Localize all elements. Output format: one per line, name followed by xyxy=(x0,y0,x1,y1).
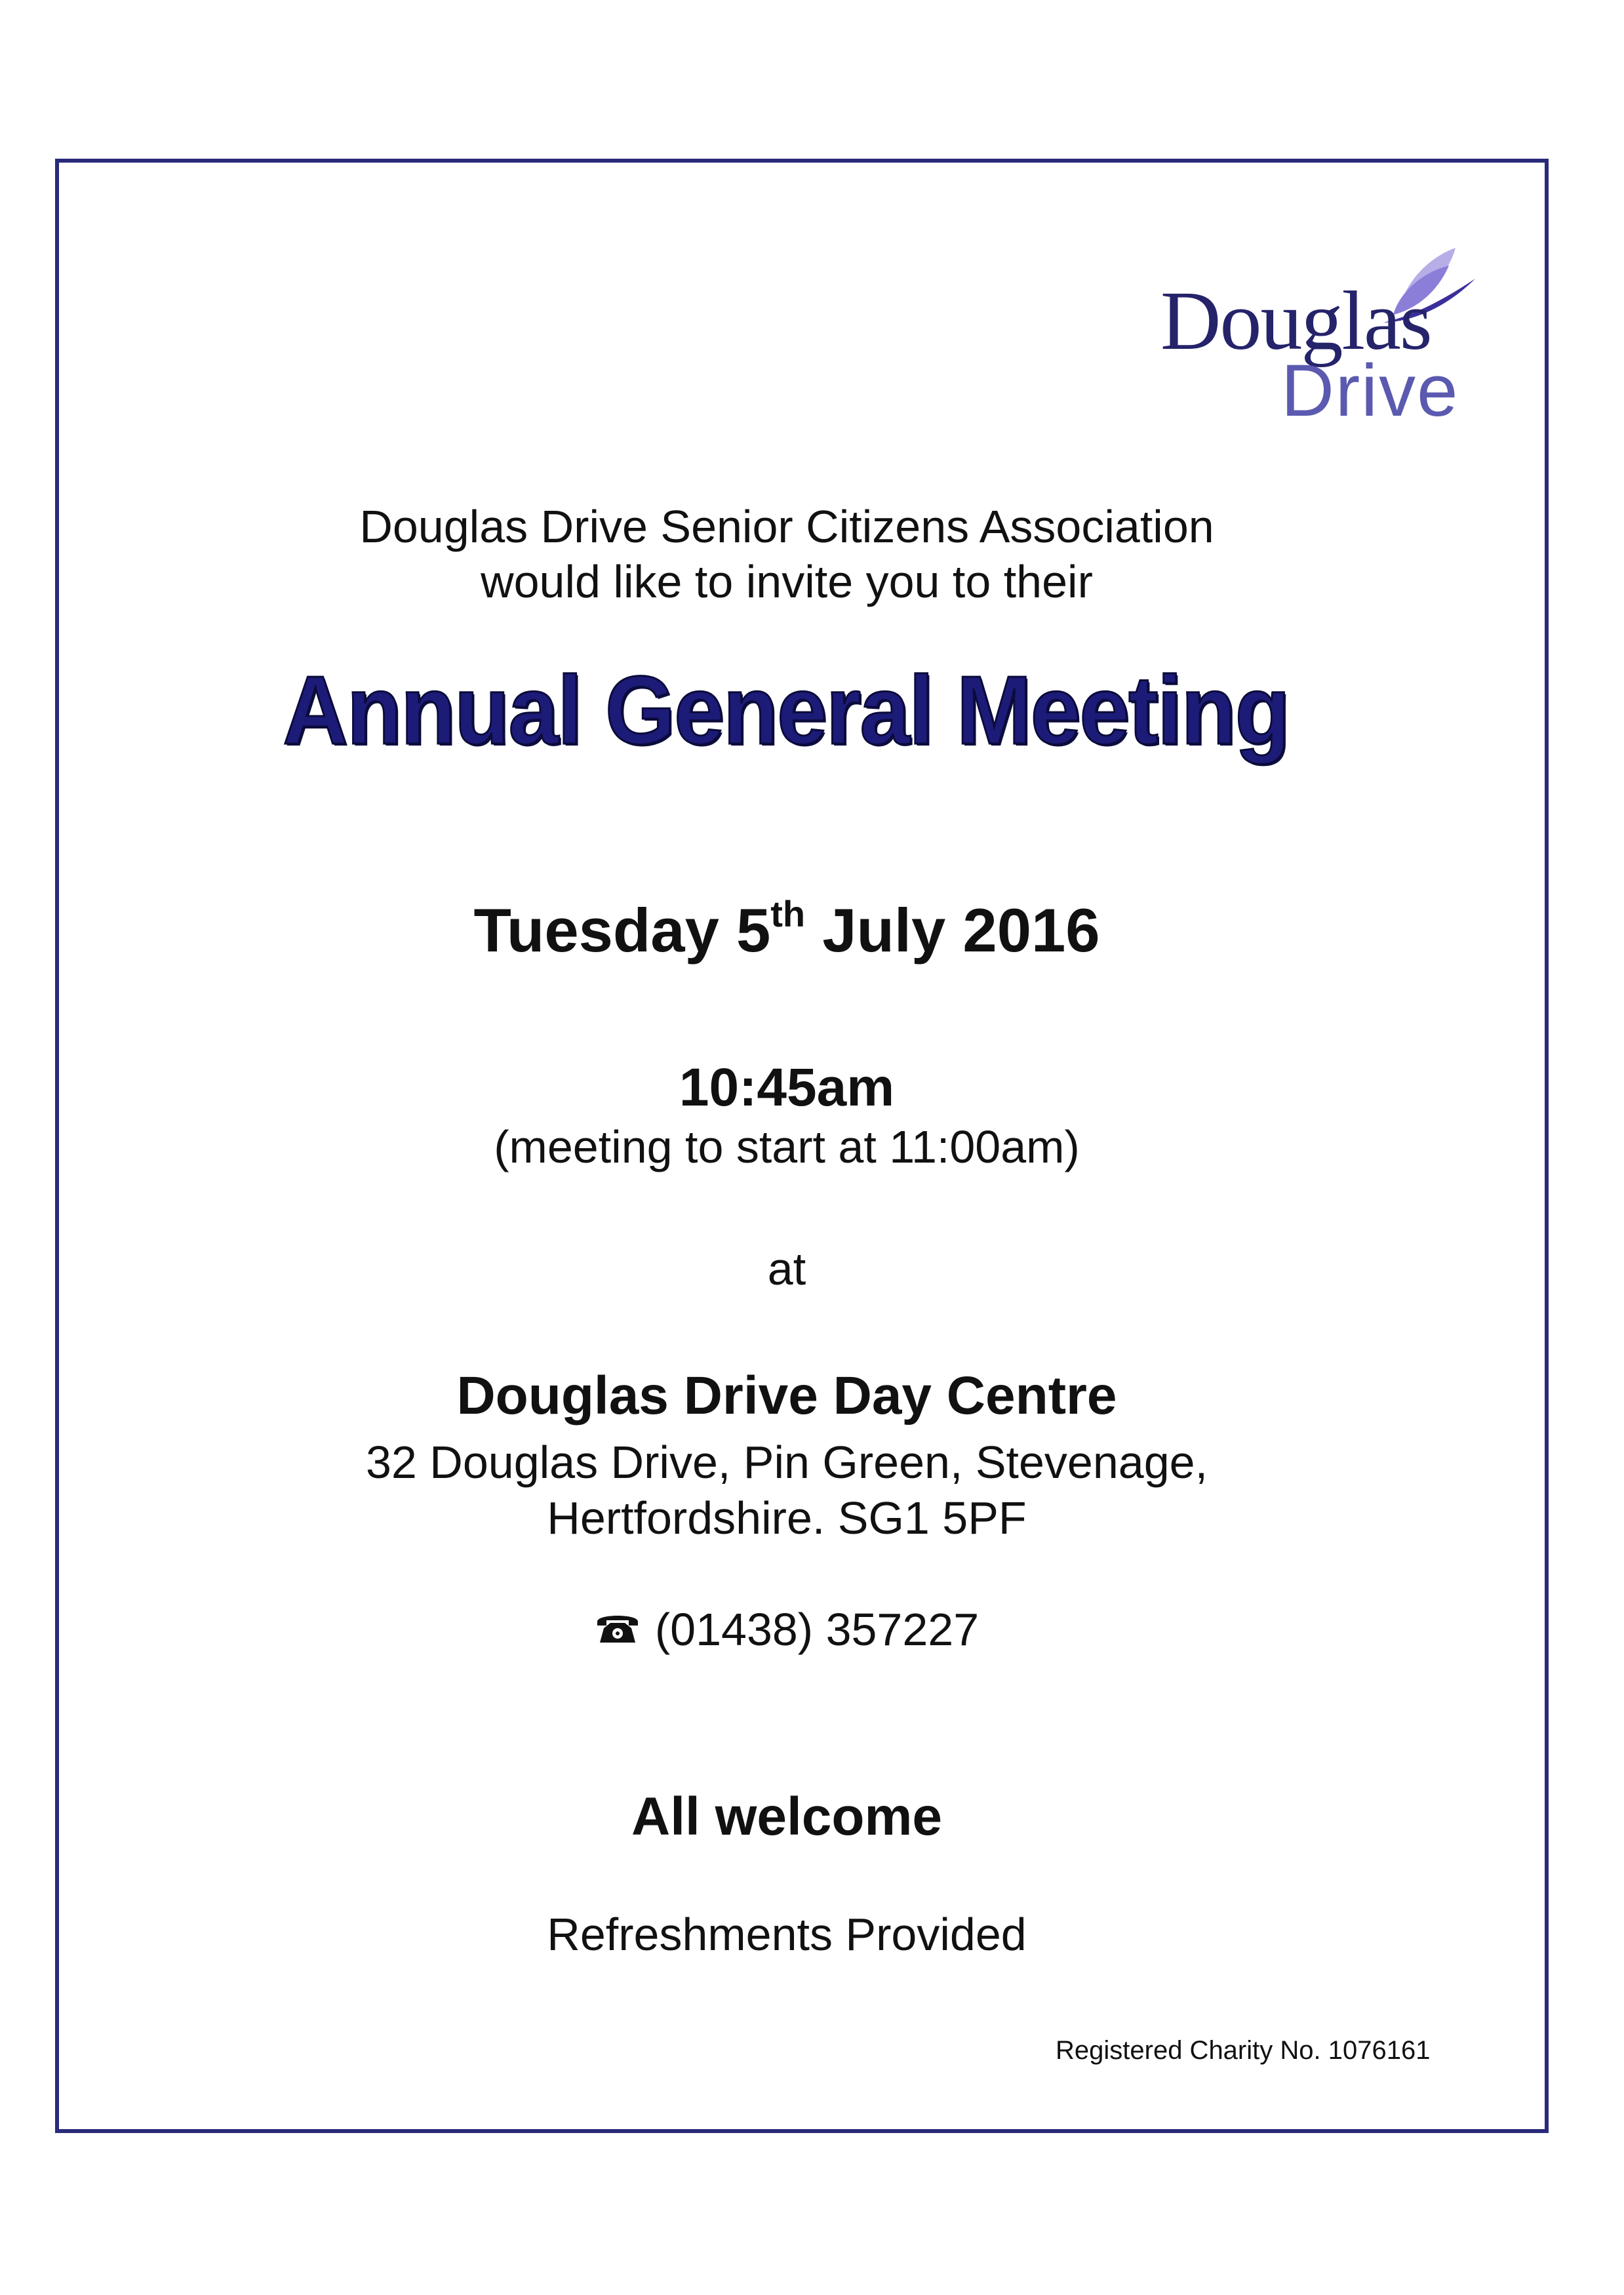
venue-phone xyxy=(0,1604,1574,1655)
event-date-month-year: July 2016 xyxy=(805,896,1100,965)
logo-text-drive: Drive xyxy=(1281,349,1459,431)
event-date-suffix: th xyxy=(770,893,806,934)
telephone-icon xyxy=(595,1610,641,1646)
start-note: (meeting to start at 11:00am) xyxy=(494,1121,1080,1172)
event-date-day: Tuesday 5 xyxy=(473,896,771,965)
venue-address-line-2: Hertfordshire. SG1 5PF xyxy=(547,1492,1027,1544)
arrival-time: 10:45am xyxy=(679,1058,895,1117)
venue-address-line-1: 32 Douglas Drive, Pin Green, Stevenage, xyxy=(365,1437,1208,1488)
phone-number: (01438) 357227 xyxy=(654,1604,980,1655)
charity-number: Registered Charity No. 1076161 xyxy=(1056,2036,1431,2065)
intro-line-1: Douglas Drive Senior Citizens Association xyxy=(359,501,1214,552)
douglas-drive-logo xyxy=(1141,216,1508,452)
refreshments-note: Refreshments Provided xyxy=(547,1909,1027,1960)
intro-line-2: would like to invite you to their xyxy=(481,556,1093,607)
connector-at: at xyxy=(767,1243,806,1294)
all-welcome: All welcome xyxy=(631,1787,942,1846)
logo-text-douglas: Douglas xyxy=(1160,274,1431,367)
page-title: Annual General Meeting xyxy=(283,656,1289,765)
venue-name: Douglas Drive Day Centre xyxy=(456,1366,1117,1426)
event-date xyxy=(0,893,1574,965)
